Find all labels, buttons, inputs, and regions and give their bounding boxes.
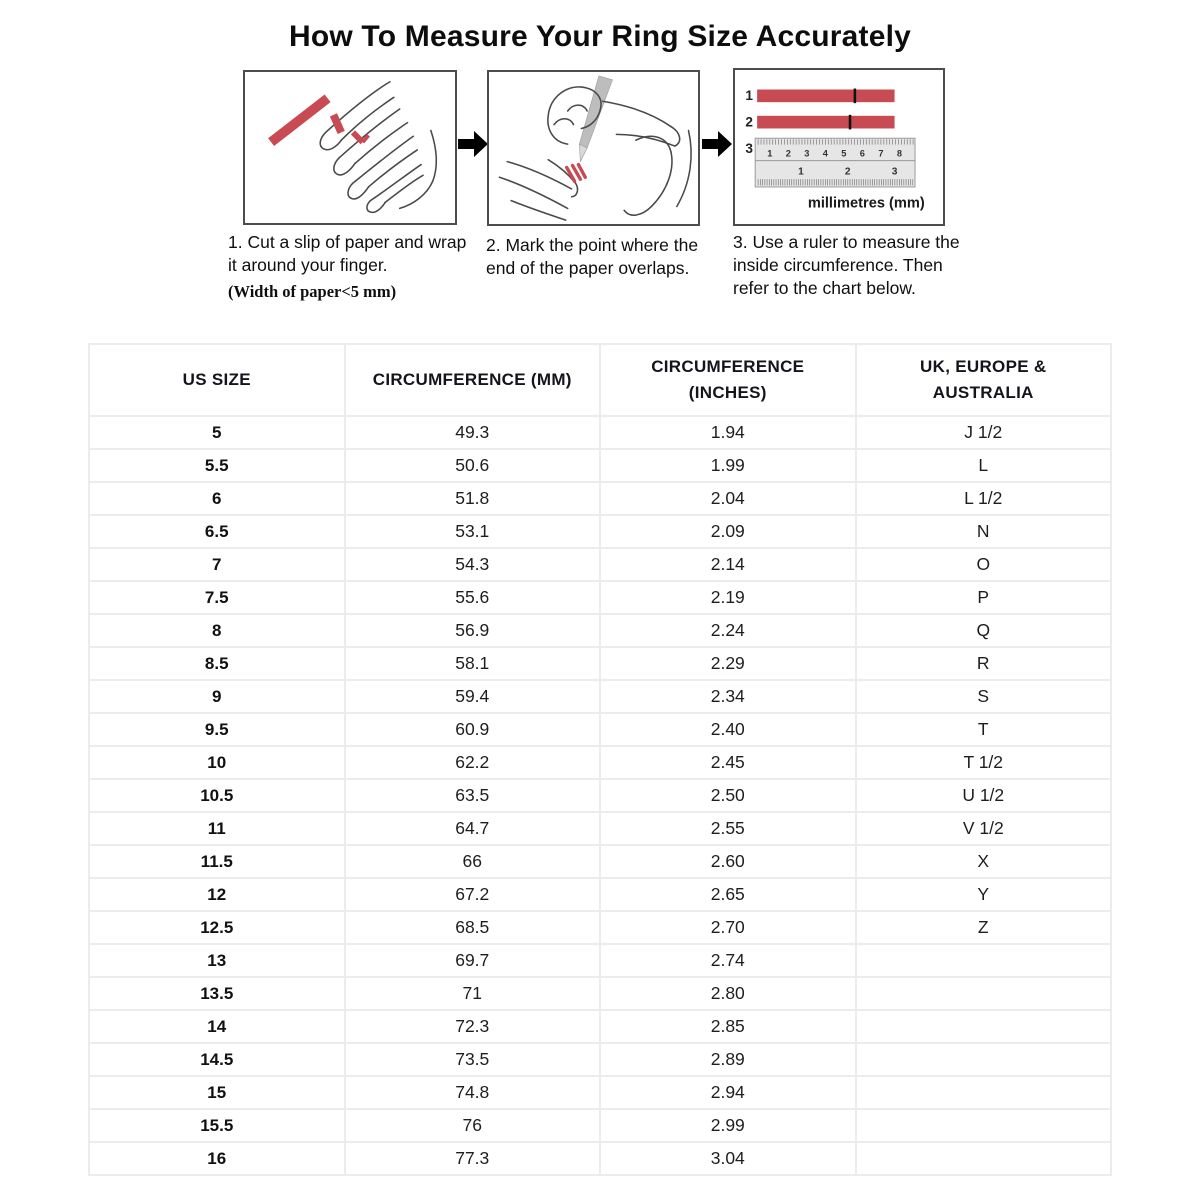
table-cell: O [856, 548, 1112, 581]
step1-caption-note: (Width of paper<5 mm) [228, 282, 397, 301]
table-cell: 2.50 [600, 779, 856, 812]
table-cell: 15 [89, 1076, 345, 1109]
table-cell: L [856, 449, 1112, 482]
table-cell: 77.3 [345, 1142, 601, 1175]
table-cell: R [856, 647, 1112, 680]
table-cell: 50.6 [345, 449, 601, 482]
table-cell: 2.34 [600, 680, 856, 713]
table-cell: 6 [89, 482, 345, 515]
strip-label: 1 [745, 88, 754, 104]
ruler-number: 3 [891, 166, 898, 178]
table-cell: 68.5 [345, 911, 601, 944]
table-cell: 69.7 [345, 944, 601, 977]
table-cell: 14 [89, 1010, 345, 1043]
table-row [89, 845, 1111, 878]
step2-illustration-box [487, 70, 700, 226]
ruler-number: 1 [798, 166, 804, 178]
table-cell: Y [856, 878, 1112, 911]
table-cell: 13 [89, 944, 345, 977]
table-cell: 11.5 [89, 845, 345, 878]
table-cell: Q [856, 614, 1112, 647]
table-row [89, 746, 1111, 779]
table-header-row [89, 344, 1111, 416]
table-cell: 49.3 [345, 416, 601, 449]
table-cell: 16 [89, 1142, 345, 1175]
table-row [89, 1076, 1111, 1109]
table-cell: 5.5 [89, 449, 345, 482]
table-cell: U 1/2 [856, 779, 1112, 812]
table-cell: 54.3 [345, 548, 601, 581]
table-row [89, 944, 1111, 977]
table-cell: 53.1 [345, 515, 601, 548]
table-row [89, 614, 1111, 647]
table-cell: P [856, 581, 1112, 614]
table-cell: 14.5 [89, 1043, 345, 1076]
table-cell: 2.14 [600, 548, 856, 581]
table-row [89, 1142, 1111, 1175]
table-cell: 2.94 [600, 1076, 856, 1109]
ruler-caption: millimetres (mm) [807, 195, 925, 212]
table-cell: T [856, 713, 1112, 746]
table-cell [856, 1109, 1112, 1142]
table-cell: 2.60 [600, 845, 856, 878]
strip-label: 2 [745, 114, 754, 130]
table-cell [856, 1010, 1112, 1043]
size-table-body [89, 416, 1111, 1175]
table-row [89, 812, 1111, 845]
table-cell: 8 [89, 614, 345, 647]
ruler-number: 2 [785, 148, 791, 159]
arrow-right-icon [458, 131, 488, 157]
header-circumference-inches: CIRCUMFERENCE (INCHES) [600, 344, 856, 416]
table-cell: 74.8 [345, 1076, 601, 1109]
page-title: How To Measure Your Ring Size Accurately [288, 20, 912, 53]
ruler-number: 4 [822, 148, 828, 159]
table-row [89, 680, 1111, 713]
table-cell: 58.1 [345, 647, 601, 680]
table-cell [856, 977, 1112, 1010]
header-us-size: US SIZE [89, 344, 345, 416]
table-cell: 1.94 [600, 416, 856, 449]
table-row [89, 713, 1111, 746]
step3-ruler-illustration [735, 70, 943, 224]
ruler-number: 3 [804, 148, 810, 159]
table-cell: 66 [345, 845, 601, 878]
table-cell: 64.7 [345, 812, 601, 845]
table-cell: 63.5 [345, 779, 601, 812]
table-cell: 3.04 [600, 1142, 856, 1175]
step3-caption [733, 231, 967, 300]
table-cell: S [856, 680, 1112, 713]
table-cell: 56.9 [345, 614, 601, 647]
table-cell: 2.55 [600, 812, 856, 845]
step1-caption-text: 1. Cut a slip of paper and wrap it around your finger. [228, 232, 467, 275]
table-row [89, 416, 1111, 449]
table-cell: 62.2 [345, 746, 601, 779]
step1-hand-illustration [245, 72, 455, 223]
table-row [89, 482, 1111, 515]
table-cell [856, 944, 1112, 977]
table-cell: 73.5 [345, 1043, 601, 1076]
table-cell: 10 [89, 746, 345, 779]
table-cell: 76 [345, 1109, 601, 1142]
table-cell [856, 1076, 1112, 1109]
arrow-right-icon [702, 131, 732, 157]
table-row [89, 878, 1111, 911]
table-cell: 15.5 [89, 1109, 345, 1142]
table-cell: 1.99 [600, 449, 856, 482]
table-cell: V 1/2 [856, 812, 1112, 845]
ring-size-table [88, 343, 1112, 1176]
table-cell: 11 [89, 812, 345, 845]
table-cell: 2.65 [600, 878, 856, 911]
header-circumference-mm: CIRCUMFERENCE (MM) [345, 344, 601, 416]
table-cell: 67.2 [345, 878, 601, 911]
table-cell: 2.70 [600, 911, 856, 944]
table-cell: 2.09 [600, 515, 856, 548]
table-cell: 6.5 [89, 515, 345, 548]
table-cell: 7.5 [89, 581, 345, 614]
ruler-number: 6 [859, 148, 865, 159]
table-cell [856, 1043, 1112, 1076]
table-cell: 2.80 [600, 977, 856, 1010]
ruler-number: 5 [841, 148, 847, 159]
table-cell: 2.45 [600, 746, 856, 779]
step1-caption [228, 231, 474, 303]
table-cell: T 1/2 [856, 746, 1112, 779]
table-row [89, 779, 1111, 812]
table-cell: 9.5 [89, 713, 345, 746]
table-row [89, 1043, 1111, 1076]
table-cell: 60.9 [345, 713, 601, 746]
table-row [89, 977, 1111, 1010]
table-cell: 2.04 [600, 482, 856, 515]
table-cell: 2.85 [600, 1010, 856, 1043]
table-cell: 51.8 [345, 482, 601, 515]
table-cell: 12 [89, 878, 345, 911]
table-cell: 55.6 [345, 581, 601, 614]
table-cell: 71 [345, 977, 601, 1010]
table-row [89, 581, 1111, 614]
table-cell: 2.99 [600, 1109, 856, 1142]
table-row [89, 1109, 1111, 1142]
ruler-number: 2 [844, 166, 851, 178]
table-cell: 2.29 [600, 647, 856, 680]
table-row [89, 1010, 1111, 1043]
step2-mark-illustration [489, 72, 698, 224]
red-mark [567, 165, 586, 182]
step1-illustration-box [243, 70, 457, 225]
header-uk-europe-australia: UK, EUROPE & AUSTRALIA [856, 344, 1112, 416]
table-row [89, 548, 1111, 581]
table-cell: 8.5 [89, 647, 345, 680]
table-cell: 72.3 [345, 1010, 601, 1043]
step2-caption [486, 234, 710, 280]
step3-caption-text: 3. Use a ruler to measure the inside circumference. Then refer to the chart below. [733, 232, 960, 298]
table-cell: X [856, 845, 1112, 878]
table-cell: 5 [89, 416, 345, 449]
table-cell: 9 [89, 680, 345, 713]
table-row [89, 647, 1111, 680]
step3-illustration-box [733, 68, 945, 226]
table-cell: 10.5 [89, 779, 345, 812]
table-row [89, 911, 1111, 944]
ruler-number: 8 [896, 148, 903, 159]
table-row [89, 449, 1111, 482]
table-cell: J 1/2 [856, 416, 1112, 449]
ruler-number: 1 [767, 148, 773, 159]
table-cell: N [856, 515, 1112, 548]
ruler-number: 7 [878, 148, 884, 159]
ruler [755, 138, 915, 187]
table-cell: 59.4 [345, 680, 601, 713]
table-cell: 13.5 [89, 977, 345, 1010]
table-cell: 2.19 [600, 581, 856, 614]
table-cell [856, 1142, 1112, 1175]
table-cell: Z [856, 911, 1112, 944]
table-cell: 2.40 [600, 713, 856, 746]
table-cell: 12.5 [89, 911, 345, 944]
paper-strip-red [271, 98, 368, 142]
table-cell: 7 [89, 548, 345, 581]
table-cell: 2.24 [600, 614, 856, 647]
step2-caption-text: 2. Mark the point where the end of the paper overlaps. [486, 235, 699, 278]
table-row [89, 515, 1111, 548]
table-cell: L 1/2 [856, 482, 1112, 515]
strip-label: 3 [745, 140, 754, 156]
table-cell: 2.89 [600, 1043, 856, 1076]
table-cell: 2.74 [600, 944, 856, 977]
